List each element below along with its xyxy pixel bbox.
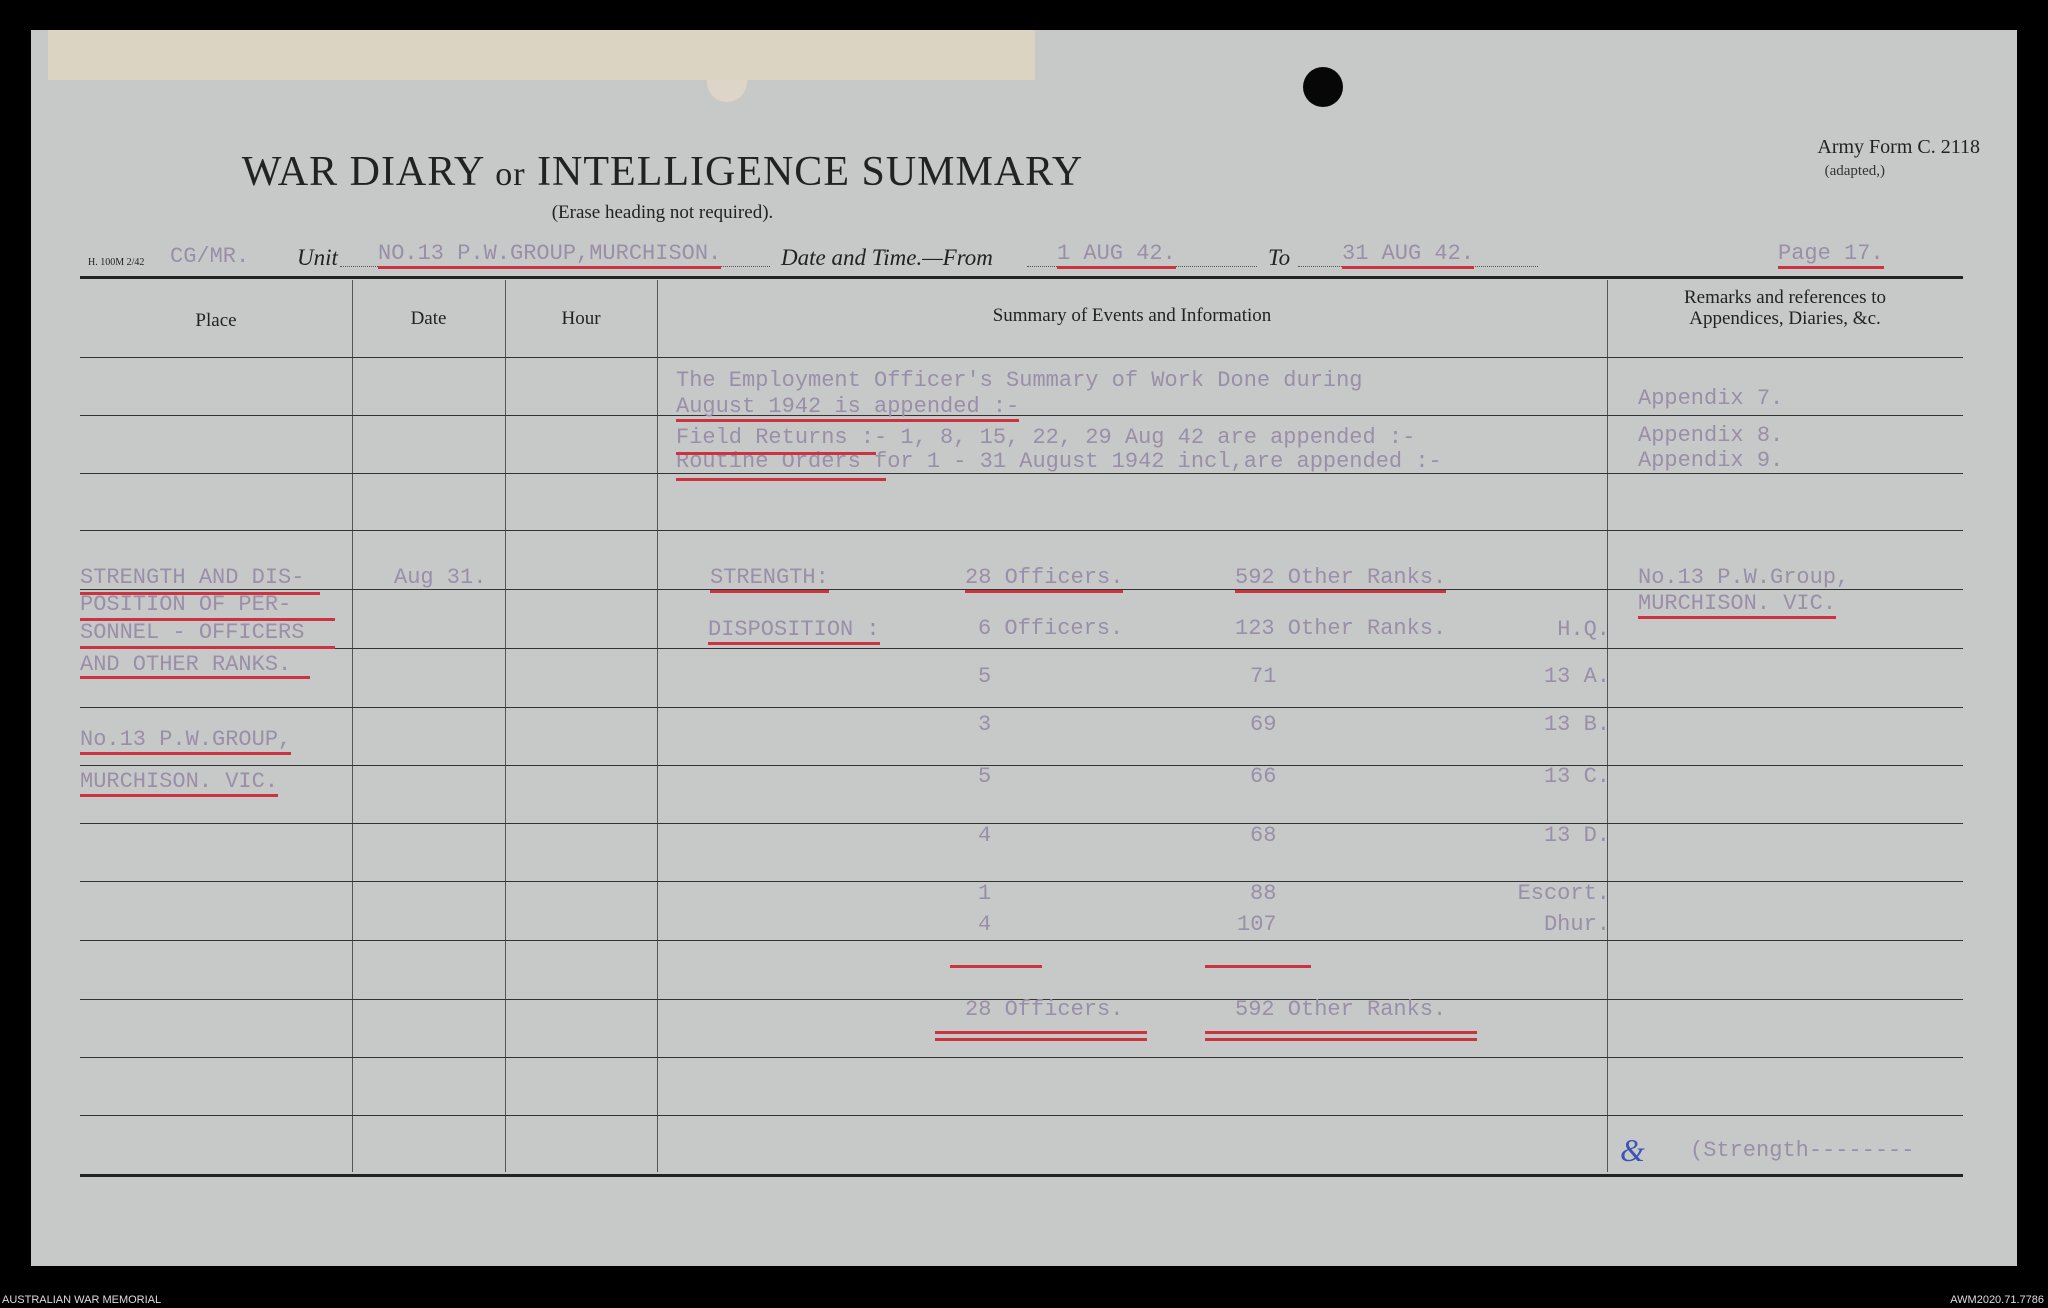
appendix-line2: August 1942 is appended :- [676,394,1019,422]
disp-escort-unit: Escort. [1517,881,1610,906]
unit-label: Unit [297,245,338,270]
disp-hq-other-ranks: 123 Other Ranks. [1235,616,1447,641]
disp-13a-officers: 5 [978,664,992,689]
col-hour: Hour [561,308,601,329]
punch-hole [1303,67,1343,107]
col-remarks-line2: Appendices, Diaries, &c. [1689,308,1881,329]
col-summary: Summary of Events and Information [992,305,1272,326]
title-war-diary: WAR DIARY [241,149,484,195]
col-remarks-line1: Remarks and references to [1683,287,1887,308]
disp-13a-other-ranks: 71 [1250,664,1277,689]
date-from-label: Date and Time.—From [781,245,993,270]
subtitle: (Erase heading not required). [551,202,774,223]
disp-13d-officers: 4 [978,823,992,848]
disp-hq-officers: 6 Officers. [978,616,1124,641]
date-from-value: 1 AUG 42. [1057,241,1176,269]
place-line2: POSITION OF PER- [80,592,292,617]
disp-13b-officers: 3 [978,712,992,737]
footer-right: AWM2020.71.7786 [1950,1294,2044,1306]
disp-13b-other-ranks: 69 [1250,712,1277,737]
unit-value: NO.13 P.W.GROUP,MURCHISON. [378,241,721,269]
disp-escort-officers: 1 [978,881,992,906]
disp-13d-unit: 13 D. [1543,823,1610,848]
disp-dhur-officers: 4 [978,912,992,937]
disp-hq-unit: H.Q. [1557,617,1610,642]
disp-total-officers: 28 Officers. [965,997,1124,1022]
appendix-line4: Routine Orders for 1 - 31 August 1942 incl,are appended :- [676,449,1442,474]
disp-total-other-ranks: 592 Other Ranks. [1235,997,1447,1022]
place-location2: MURCHISON. VIC. [80,769,278,797]
place-location1: No.13 P.W.GROUP, [80,727,291,755]
disp-escort-other-ranks: 88 [1250,881,1277,906]
remarks-unit2: MURCHISON. VIC. [1638,591,1836,619]
place-line1: STRENGTH AND DIS- [80,565,305,590]
disp-dhur-unit: Dhur. [1543,912,1610,937]
title-or: or [495,156,526,193]
date-to-value: 31 AUG 42. [1342,241,1474,269]
page-number: Page 17. [1778,241,1884,269]
appendix-ref-9: Appendix 9. [1638,448,1784,473]
date-entry: Aug 31. [394,565,487,590]
strength-officers: 28 Officers. [965,565,1123,593]
appendix-ref-8: Appendix 8. [1638,423,1784,448]
initials: CG/MR. [170,244,250,269]
appendix-ref-7: Appendix 7. [1638,386,1784,411]
disp-13c-officers: 5 [978,764,992,789]
col-place: Place [195,310,237,331]
strength-label: STRENGTH: [710,565,829,593]
disp-13c-other-ranks: 66 [1250,764,1277,789]
print-code: H. 100M 2/42 [88,257,145,268]
col-date: Date [410,308,447,329]
strength-other-ranks: 592 Other Ranks. [1235,565,1446,593]
appendix-line1: The Employment Officer's Summary of Work Done during [676,368,1363,393]
remarks-continuation: (Strength-------- [1690,1138,1915,1163]
date-to-label: To [1268,245,1291,270]
disp-13c-unit: 13 C. [1543,764,1610,789]
ink-mark: & [1620,1132,1645,1168]
page-title [0,148,1325,196]
disp-13a-unit: 13 A. [1543,664,1610,689]
appendix-line3: Field Returns :- 1, 8, 15, 22, 29 Aug 42 are appended :- [676,425,1416,450]
disp-13b-unit: 13 B. [1543,712,1610,737]
form-note: (adapted,) [1824,163,1885,179]
disp-13d-other-ranks: 68 [1250,823,1277,848]
form-number: Army Form C. 2118 [1817,136,1980,158]
paper-tab [48,30,1035,80]
title-intelligence-summary: INTELLIGENCE SUMMARY [537,149,1084,195]
disp-dhur-other-ranks: 107 [1237,912,1277,937]
remarks-unit1: No.13 P.W.Group, [1638,565,1850,590]
disposition-label: DISPOSITION : [708,617,880,645]
place-line3: SONNEL - OFFICERS [80,620,305,645]
footer-left: AUSTRALIAN WAR MEMORIAL [2,1294,162,1306]
place-line4: AND OTHER RANKS. [80,652,292,677]
